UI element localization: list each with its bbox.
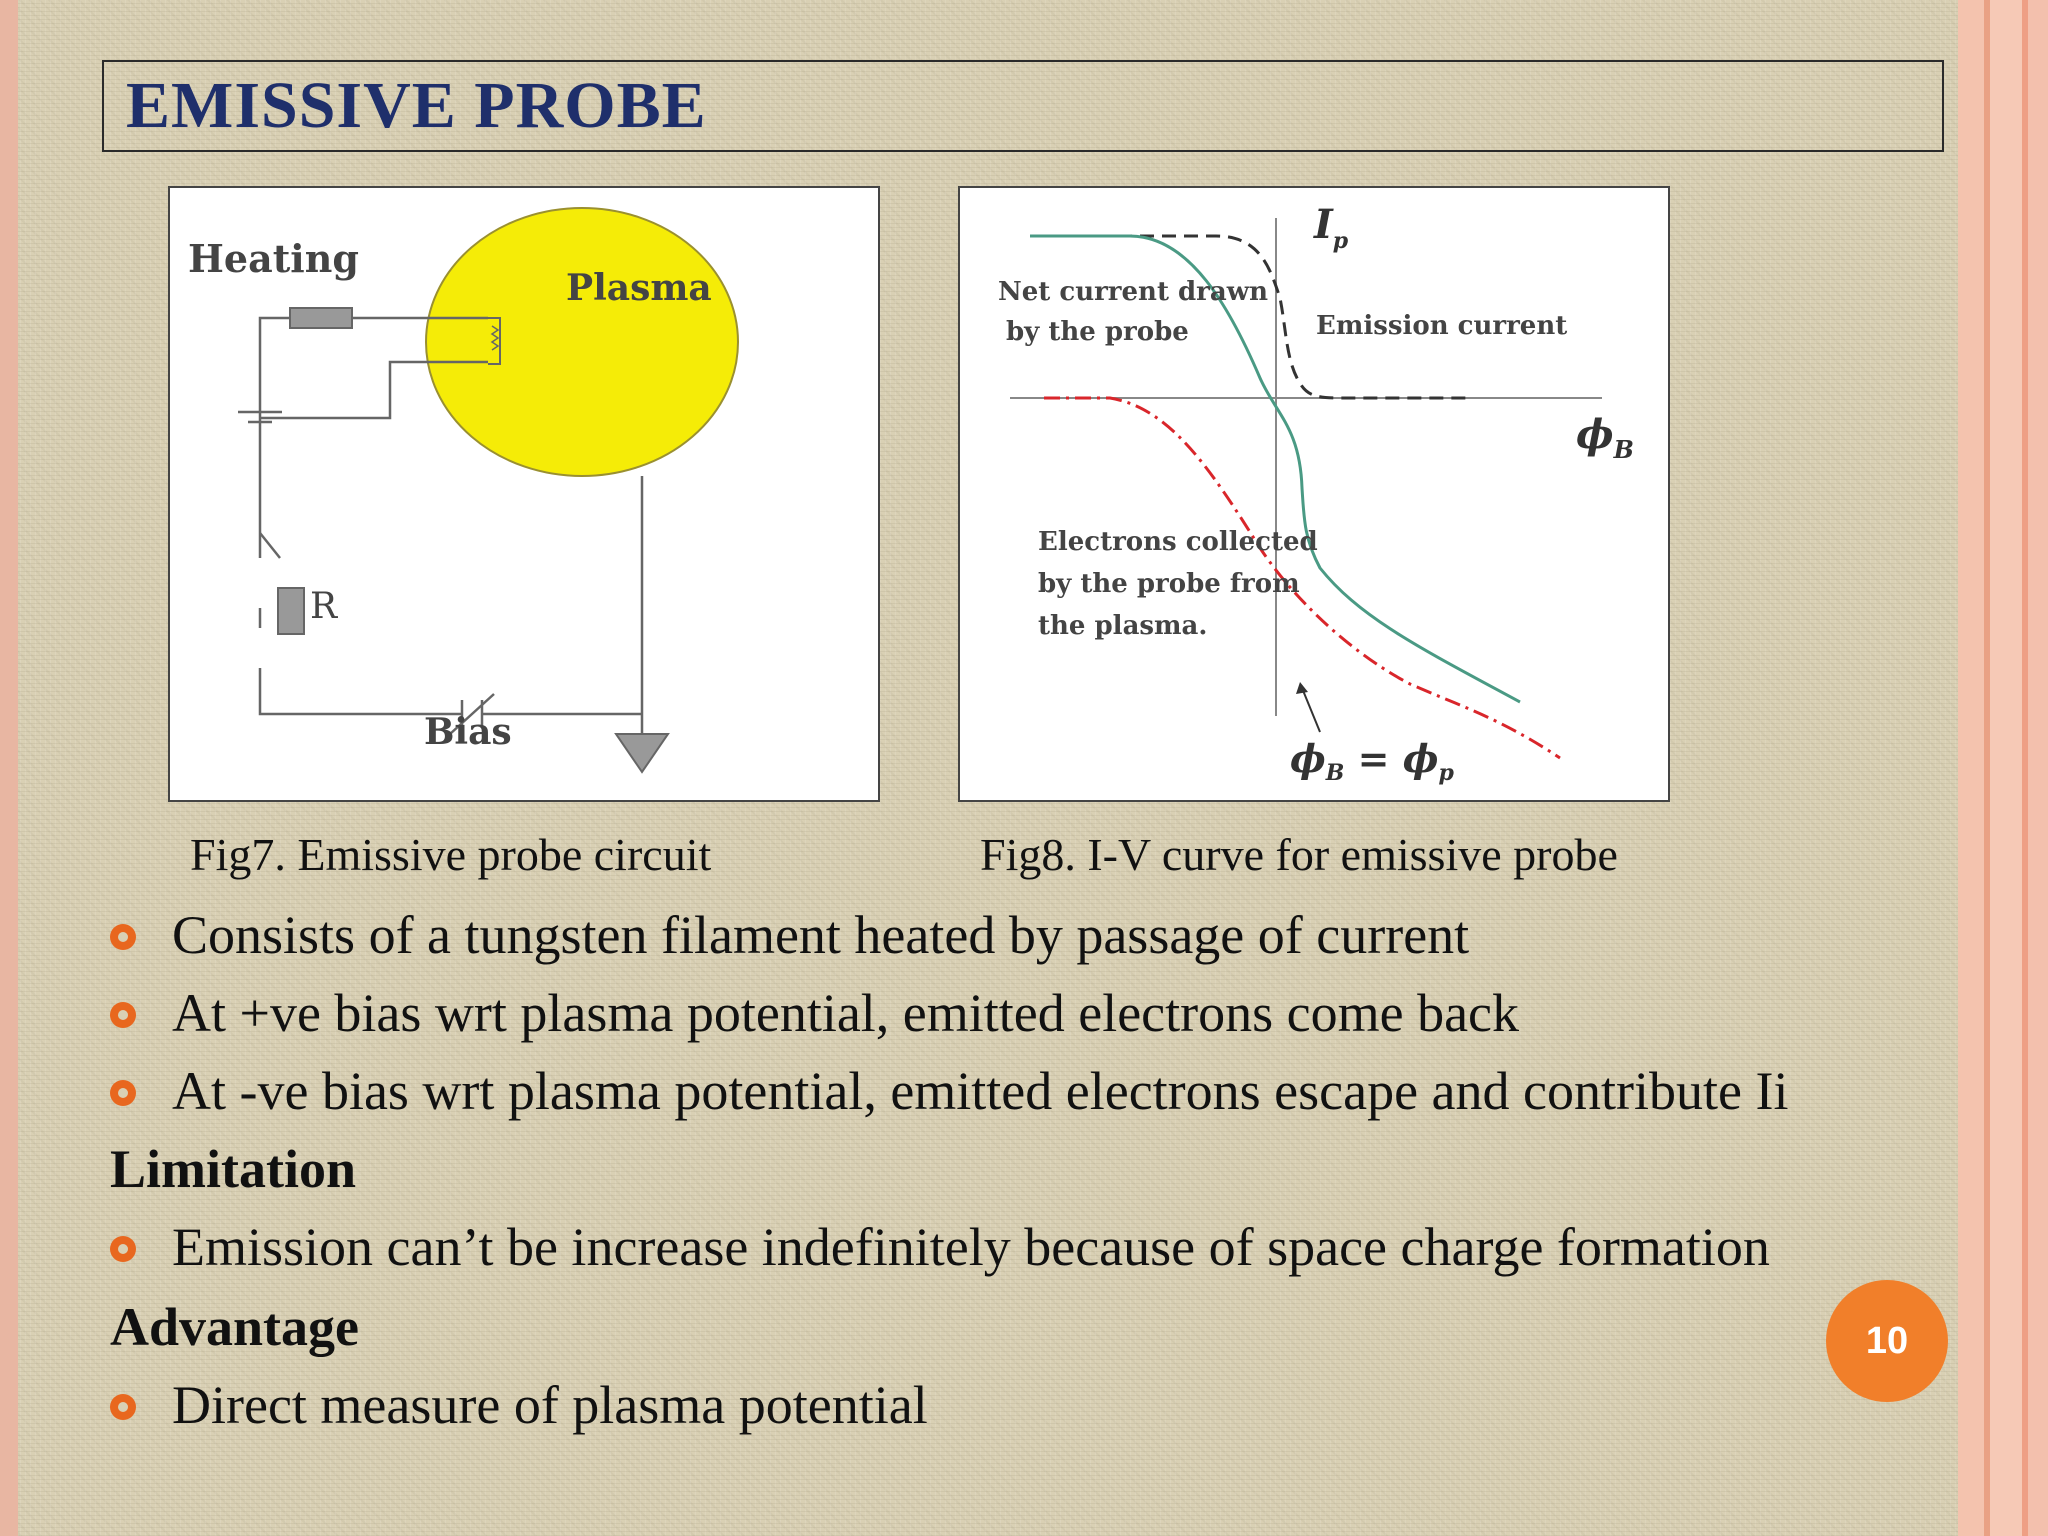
iv-curve-diagram (960, 188, 1668, 800)
bullet-text: Consists of a tungsten filament heated by passage of current (172, 905, 1470, 965)
plasma-region (426, 208, 738, 476)
bullet-text: Direct measure of plasma potential (172, 1375, 928, 1435)
page-number-badge: 10 (1826, 1280, 1948, 1402)
title-box (102, 60, 1944, 152)
equality-pointer (1302, 688, 1320, 732)
pointer-arrowhead (1296, 682, 1308, 694)
label-plasma: Plasma (566, 267, 712, 309)
ground-symbol (616, 734, 668, 772)
label-potential-equality: $\phi_B = \phi_p$ (1290, 736, 1454, 786)
bullet-text: At -ve bias wrt plasma potential, emitted electrons escape and contribute Ii (172, 1061, 1789, 1121)
wire-left (260, 318, 290, 558)
slide-title: EMISSIVE PROBE (126, 69, 707, 142)
figure7-caption: Fig7. Emissive probe circuit (190, 829, 712, 880)
bullet-icon (110, 1236, 136, 1262)
label-phi-b: $\phi_B$ (1576, 411, 1634, 464)
left-border-strip (0, 0, 18, 1536)
limitation-heading: Limitation (110, 1139, 357, 1199)
figure-emissive-probe-circuit (168, 186, 880, 802)
bullet-icon (110, 924, 136, 950)
bullet-text: Emission can’t be increase indefinitely because of space charge formation (172, 1217, 1770, 1277)
bullet-icon (110, 1002, 136, 1028)
wire-bottom-left (260, 668, 462, 714)
label-electrons-2: by the probe from (1038, 569, 1300, 599)
bullet-icon (110, 1394, 136, 1420)
label-bias: Bias (424, 711, 512, 753)
resistor-r (278, 588, 304, 634)
figure-iv-curve (958, 186, 1670, 802)
advantage-heading: Advantage (110, 1297, 360, 1357)
label-r: R (310, 586, 338, 627)
bullet-text: At +ve bias wrt plasma potential, emitted electrons come back (172, 983, 1520, 1043)
switch (260, 533, 280, 558)
label-net-current-2: by the probe (1006, 317, 1189, 347)
figure8-caption: Fig8. I-V curve for emissive probe (980, 829, 1618, 880)
right-border-stripes (1958, 0, 2048, 1536)
label-emission-current: Emission current (1316, 311, 1568, 341)
bullet-icon (110, 1080, 136, 1106)
label-ip: $I_p$ (1314, 201, 1349, 254)
heater-resistor (290, 308, 352, 328)
label-electrons-1: Electrons collected (1038, 527, 1318, 557)
circuit-diagram (170, 188, 878, 800)
label-net-current-1: Net current drawn (998, 277, 1269, 307)
label-heating: Heating (188, 236, 359, 281)
label-electrons-3: the plasma. (1038, 611, 1208, 641)
